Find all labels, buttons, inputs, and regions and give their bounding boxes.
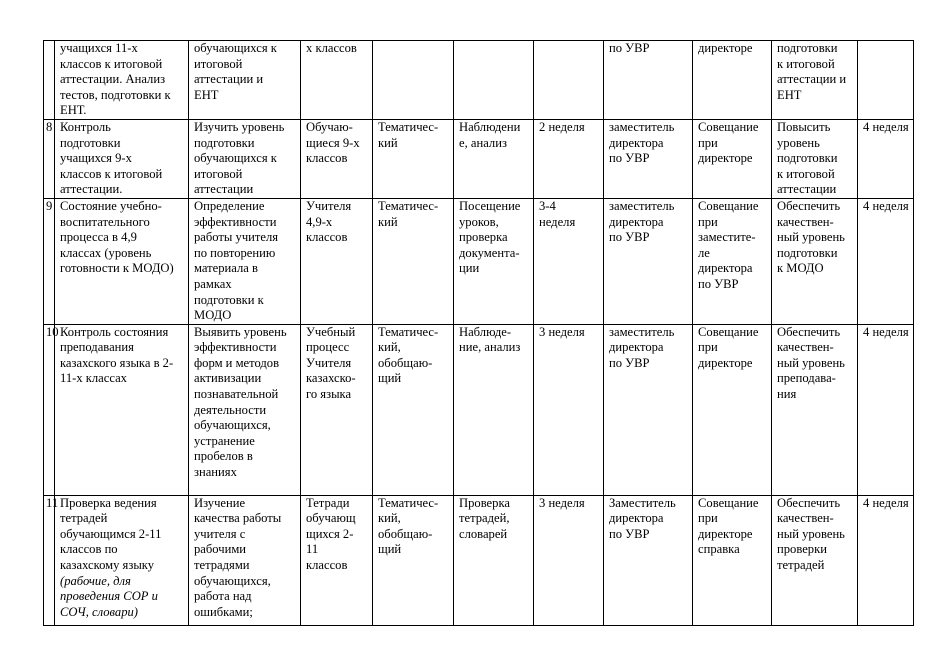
control-goal-cell (189, 495, 301, 625)
cell-line: активизации (194, 371, 262, 386)
cell-line: Обеспечить (777, 324, 841, 339)
cell-line: Повысить (777, 119, 831, 134)
cell-line: итоговой (194, 166, 243, 181)
review-venue-cell (693, 324, 772, 495)
cell-line: ЕНТ (194, 87, 219, 102)
cell-line: Совещание (698, 119, 759, 134)
cell-line: тетрадей (60, 511, 108, 526)
cell-line: ции (459, 261, 480, 276)
cell-line: устранение (194, 433, 255, 448)
cell-line: Обеспечить (777, 198, 841, 213)
cell-line: качествен- (777, 511, 834, 526)
cell-line: директора (609, 340, 664, 355)
cell-line: 3-4 (539, 198, 556, 213)
cell-line: заместитель (609, 198, 675, 213)
cell-line: 11-х классах (60, 371, 127, 386)
control-object-cell (301, 119, 373, 198)
responsible-cell (604, 198, 693, 324)
control-subject-cell (55, 119, 189, 198)
responsible-cell (604, 119, 693, 198)
cell-line: Контроль (60, 119, 111, 134)
control-subject-cell (55, 495, 189, 625)
cell-line: директора (609, 214, 664, 229)
cell-line: работы учителя (194, 230, 279, 245)
control-period-cell (534, 41, 604, 120)
cell-line: проверка (459, 230, 508, 245)
review-venue-cell (693, 198, 772, 324)
cell-line: щий (378, 371, 402, 386)
cell-line: Тематичес- (378, 495, 439, 510)
cell-line: 3 неделя (539, 495, 585, 510)
cell-line: МОДО (194, 308, 232, 323)
control-type-cell (373, 324, 454, 495)
cell-line: обучающихся, (194, 573, 271, 588)
expected-result-cell (772, 324, 858, 495)
row-number-text: 11 (46, 495, 59, 510)
control-type-cell (373, 495, 454, 625)
cell-line: словарей (459, 526, 508, 541)
cell-line: директоре (698, 526, 753, 541)
control-method-cell (454, 495, 534, 625)
recheck-cell (858, 198, 914, 324)
row-number (44, 198, 55, 324)
table-row (44, 198, 914, 324)
cell-line: Учителя (306, 355, 352, 370)
cell-line: Наблюде- (459, 324, 512, 339)
cell-line: деятельности (194, 402, 267, 417)
cell-line: казахскому языку (60, 558, 155, 573)
control-period-cell (534, 198, 604, 324)
cell-line: ле (698, 245, 710, 260)
table-row (44, 495, 914, 625)
cell-line: Тематичес- (378, 198, 439, 213)
expected-result-cell (772, 41, 858, 120)
cell-line: Обеспечить (777, 495, 841, 510)
expected-result-cell (772, 198, 858, 324)
recheck-cell (858, 41, 914, 120)
cell-line: заместите- (698, 230, 756, 245)
cell-line: классов (306, 558, 348, 573)
cell-line: Проверка ведения (60, 495, 157, 510)
cell-line: кий, (378, 340, 401, 355)
cell-line: знаниях (194, 465, 237, 480)
table-row (44, 41, 914, 120)
row-number-text: 9 (46, 198, 53, 213)
row-number (44, 324, 59, 495)
cell-line: директоре (698, 41, 753, 55)
cell-line: казахско- (306, 371, 356, 386)
cell-line: проверки (777, 542, 827, 557)
cell-line: по УВР (609, 526, 650, 541)
control-type-cell (373, 41, 454, 120)
responsible-cell (604, 324, 693, 495)
expected-result-cell (772, 119, 858, 198)
review-venue-cell (693, 495, 772, 625)
cell-line: кий, (378, 511, 401, 526)
cell-line: форм и методов (194, 355, 280, 370)
control-object-cell (301, 495, 373, 625)
cell-line: эффективности (194, 214, 277, 229)
cell-line: эффективности (194, 340, 277, 355)
row-number-text: 10 (46, 324, 59, 339)
cell-line: обучающ (306, 511, 356, 526)
cell-line: по УВР (609, 41, 650, 55)
cell-line-italic: (рабочие, для (60, 573, 131, 588)
cell-line: Определение (194, 198, 265, 213)
cell-line: ния (777, 387, 797, 402)
cell-line-italic: СОЧ, словари) (60, 604, 138, 619)
cell-line: Обучаю- (306, 119, 353, 134)
cell-line: учителя с (194, 526, 246, 541)
cell-line: Проверка (459, 495, 510, 510)
control-type-cell (373, 119, 454, 198)
cell-line: рамках (194, 276, 232, 291)
cell-line: качествен- (777, 214, 834, 229)
cell-line: щий (378, 542, 402, 557)
recheck-cell (858, 495, 914, 625)
control-object-cell (301, 324, 373, 495)
cell-line: подготовки (777, 151, 838, 166)
cell-line-italic: проведения СОР и (60, 589, 158, 604)
cell-line: классах (уровень (60, 245, 152, 260)
cell-line: кий (378, 135, 398, 150)
cell-line: к итоговой (777, 56, 835, 71)
cell-line: к итоговой (777, 166, 835, 181)
control-subject-cell (55, 41, 189, 120)
cell-line: при (698, 511, 718, 526)
cell-line: ние, анализ (459, 340, 521, 355)
cell-line: процесса в 4,9 (60, 230, 137, 245)
cell-line: щихся 2- (306, 526, 354, 541)
cell-line: Совещание (698, 495, 759, 510)
cell-line: аттестации и (194, 72, 264, 87)
cell-line: Контроль состояния (60, 324, 169, 339)
cell-line: 11 (306, 542, 319, 557)
cell-line: при (698, 214, 718, 229)
table-row (44, 324, 914, 495)
cell-line: Учителя (306, 198, 352, 213)
cell-line: ошибками; (194, 604, 253, 619)
cell-line: заместитель (609, 119, 675, 134)
cell-line: ЕНТ (777, 87, 802, 102)
cell-line: работа над (194, 589, 252, 604)
control-goal-cell (189, 198, 301, 324)
cell-line: итоговой (194, 56, 243, 71)
cell-line: Тетради (306, 495, 350, 510)
cell-line: пробелов в (194, 449, 253, 464)
control-object-cell (301, 41, 373, 120)
cell-line: классов к итоговой (60, 166, 163, 181)
cell-line: аттестации (777, 182, 837, 197)
cell-line: преподавания (60, 340, 134, 355)
cell-line: тестов, подготовки к (60, 87, 171, 102)
cell-line: учащихся 9-х (60, 151, 132, 166)
cell-line: директора (698, 261, 753, 276)
cell-line: аттестации. Анализ (60, 72, 166, 87)
cell-line: 4 неделя (863, 119, 909, 134)
cell-line: Тематичес- (378, 119, 439, 134)
cell-line: 4,9-х (306, 214, 333, 229)
control-subject-cell (55, 324, 189, 495)
table-row (44, 119, 914, 198)
control-goal-cell (189, 324, 301, 495)
cell-line: аттестации. (60, 182, 123, 197)
cell-line: кий (378, 214, 398, 229)
cell-line: 4 неделя (863, 324, 909, 339)
cell-line: готовности к МОДО) (60, 261, 174, 276)
cell-line: ЕНТ. (60, 103, 87, 118)
cell-line: директоре (698, 151, 753, 166)
cell-line: казахского языка в 2- (60, 355, 174, 370)
control-method-cell (454, 198, 534, 324)
responsible-cell (604, 495, 693, 625)
cell-line: подготовки (60, 135, 121, 150)
cell-line: классов по (60, 542, 118, 557)
row-number (44, 495, 59, 625)
cell-line: директора (609, 135, 664, 150)
row-number-text: 8 (46, 119, 53, 134)
cell-line: тетрадей, (459, 511, 510, 526)
cell-line: аттестации (194, 182, 254, 197)
cell-line: 4 неделя (863, 198, 909, 213)
cell-line: Совещание (698, 324, 759, 339)
cell-line: обучающимся 2-11 (60, 526, 162, 541)
cell-line: качествен- (777, 340, 834, 355)
cell-line: тетрадей (777, 558, 825, 573)
cell-line: 2 неделя (539, 119, 585, 134)
cell-line: обобщаю- (378, 526, 433, 541)
cell-line: уровень (777, 135, 820, 150)
cell-line: при (698, 340, 718, 355)
cell-line: подготовки (777, 245, 838, 260)
cell-line: 3 неделя (539, 324, 585, 339)
cell-line: классов (306, 151, 348, 166)
cell-line: обучающихся к (194, 41, 277, 55)
cell-line: учащихся 11-х (60, 41, 138, 55)
cell-line: директоре (698, 355, 753, 370)
cell-line: воспитательного (60, 214, 150, 229)
cell-line: обобщаю- (378, 355, 433, 370)
cell-line: неделя (539, 214, 576, 229)
cell-line: Посещение (459, 198, 521, 213)
cell-line: преподава- (777, 371, 836, 386)
cell-line: ный уровень (777, 526, 845, 541)
cell-line: Изучение (194, 495, 246, 510)
cell-line: по УВР (609, 355, 650, 370)
control-goal-cell (189, 119, 301, 198)
cell-line: к МОДО (777, 261, 824, 276)
cell-line: ный уровень (777, 355, 845, 370)
cell-line: классов (306, 230, 348, 245)
recheck-cell (858, 119, 914, 198)
cell-line: классов к итоговой (60, 56, 163, 71)
cell-line: Изучить уровень (194, 119, 285, 134)
control-goal-cell (189, 41, 301, 120)
responsible-cell (604, 41, 693, 120)
cell-line: обучающихся, (194, 418, 271, 433)
cell-line: обучающихся к (194, 151, 277, 166)
cell-line: 4 неделя (863, 495, 909, 510)
cell-line: заместитель (609, 324, 675, 339)
cell-line: ный уровень (777, 230, 845, 245)
cell-line: подготовки к (194, 292, 264, 307)
control-method-cell (454, 41, 534, 120)
cell-line: подготовки (777, 41, 838, 55)
cell-line: материала в (194, 261, 258, 276)
cell-line: го языка (306, 387, 352, 402)
cell-line: справка (698, 542, 740, 557)
row-number (44, 41, 55, 120)
cell-line: х классов (306, 41, 357, 55)
cell-line: Состояние учебно- (60, 198, 162, 213)
cell-line: уроков, (459, 214, 499, 229)
cell-line: Учебный (306, 324, 356, 339)
recheck-cell (858, 324, 914, 495)
cell-line: Тематичес- (378, 324, 439, 339)
cell-line: процесс (306, 340, 350, 355)
review-venue-cell (693, 119, 772, 198)
cell-line: по УВР (698, 276, 739, 291)
cell-line: по УВР (609, 151, 650, 166)
table-body (44, 41, 914, 626)
cell-line: директора (609, 511, 664, 526)
control-object-cell (301, 198, 373, 324)
control-period-cell (534, 324, 604, 495)
cell-line: Совещание (698, 198, 759, 213)
control-method-cell (454, 324, 534, 495)
cell-line: Заместитель (609, 495, 676, 510)
control-plan-table (43, 40, 914, 626)
cell-line: познавательной (194, 387, 279, 402)
cell-line: по повторению (194, 245, 276, 260)
cell-line: по УВР (609, 230, 650, 245)
cell-line: подготовки (194, 135, 255, 150)
row-number (44, 119, 55, 198)
control-period-cell (534, 495, 604, 625)
cell-line: тетрадями (194, 558, 250, 573)
expected-result-cell (772, 495, 858, 625)
cell-line: е, анализ (459, 135, 507, 150)
control-type-cell (373, 198, 454, 324)
control-method-cell (454, 119, 534, 198)
cell-line: щиеся 9-х (306, 135, 360, 150)
cell-line: аттестации и (777, 72, 847, 87)
cell-line: качества работы (194, 511, 282, 526)
cell-line: рабочими (194, 542, 247, 557)
cell-line: Наблюдени (459, 119, 521, 134)
cell-line: документа- (459, 245, 520, 260)
control-subject-cell (55, 198, 189, 324)
review-venue-cell (693, 41, 772, 120)
cell-line: при (698, 135, 718, 150)
control-period-cell (534, 119, 604, 198)
cell-line: Выявить уровень (194, 324, 287, 339)
